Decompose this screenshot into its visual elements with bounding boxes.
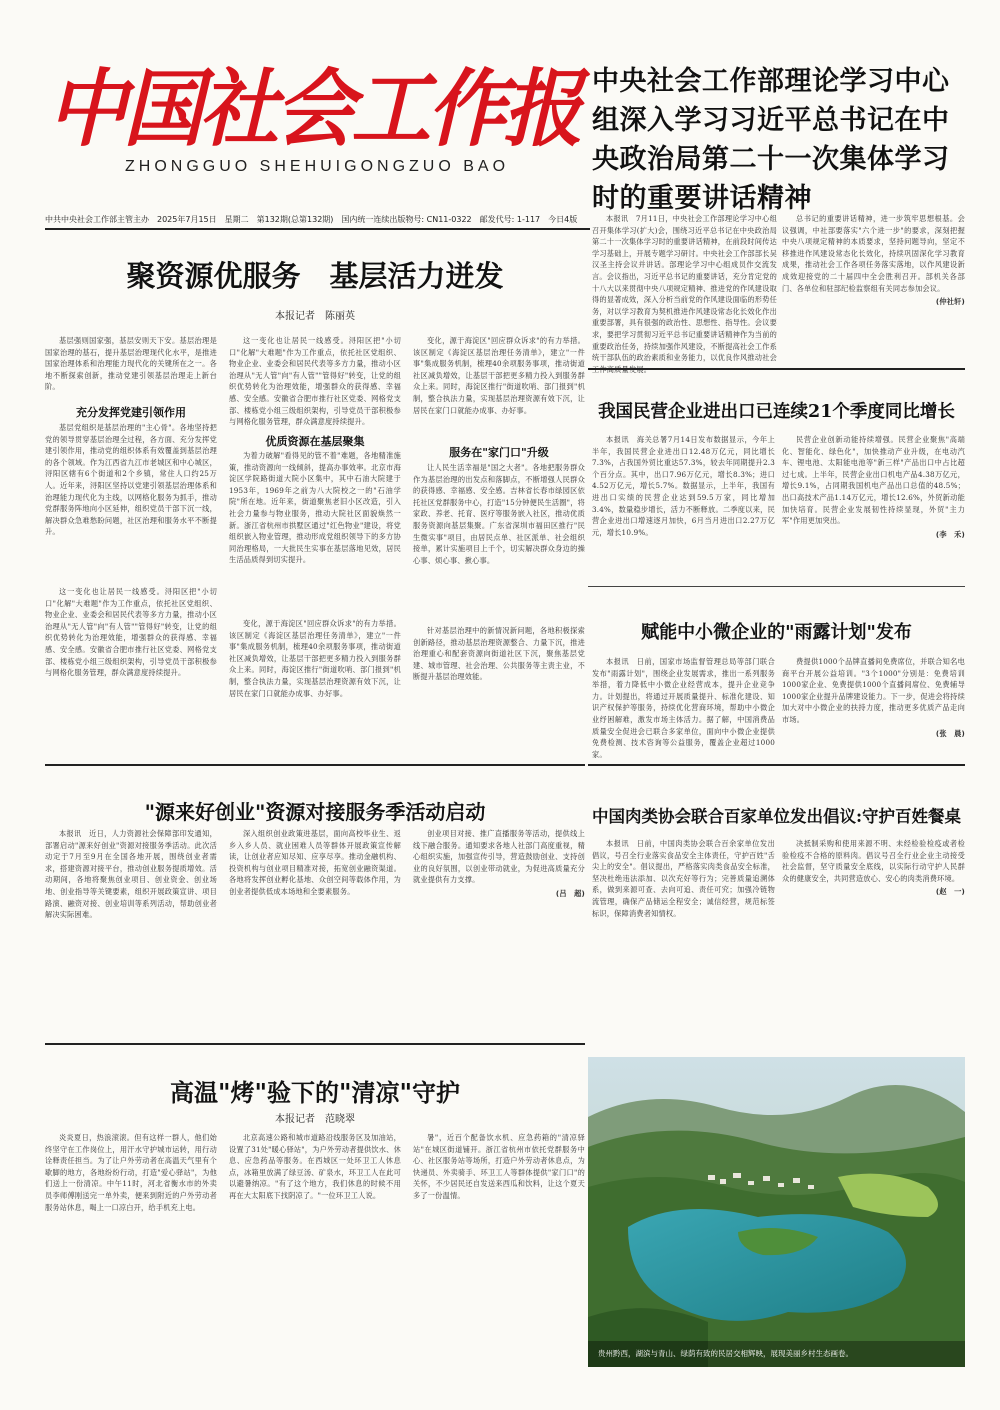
art1-p2: 为着力破解"看得见的管不着"难题，各地精准施策，推动资源向一线倾斜，提高办事效率。北京市海淀区学院路街道大院小区集中，其中石油大院建于1953年，1969年之前为八大院校之一的"石油学院"所在地。近年来，街道聚焦老旧小区改造，引入社会力量参与物业服务，推动大院社区面貌焕然一新。浙江省杭州市拱墅区通过"红色物业"建设，将党组织嵌入物业管理，推动形成党组织领导下的多方协同治理格局，一大批民生实事在基层落地见效，居民生活品质得到切实提升。 — [229, 451, 401, 565]
art5-text-3: 创业项目对接、推广直播服务等活动，提供线上线下融合服务。通知要求各地人社部门高度重视，精心组织实施，加强宣传引导，营造鼓励创业、支持创业的良好氛围，以创业带动就业，为促进高质量充分就业提供有力支撑。 — [413, 829, 585, 885]
photo-caption: 贵州黔西，湖滨与青山、绿荫有致的民居交相辉映，展现美丽乡村生态画卷。 — [588, 1341, 965, 1367]
art1-p3b: 针对基层治理中的新情况新问题，各地积极探索创新路径，推动基层治理资源整合、力量下沉，推进治理重心和配套资源向街道社区下沉，聚焦基层党建、城市管理、社会治理、公共服务等主责主业，不断提升基层治理效能。 — [413, 626, 585, 682]
art2-text-2: 民营企业创新动能持续增强。民营企业聚焦"高端化、智能化、绿色化"，加快推动产业升级，在电动汽车、锂电池、太阳能电池等"新三样"产品出口中占比超过七成。上半年，民营企业出口机电产品4.38万亿元，增长9.1%，占同期我国机电产品出口总值的48.5%；出口高技术产品1.14万亿元，增长12.6%，外贸新动能加快培育。民营企业发展韧性持续显现，外贸"主力军"作用更加突出。 — [782, 435, 965, 526]
art3-author: (张 晨) — [935, 728, 965, 738]
art1-col2c — [229, 618, 401, 756]
art5-col3 — [413, 828, 585, 1028]
art6-col1 — [45, 1132, 217, 1370]
art4-col2 — [782, 838, 965, 1043]
art6-col2 — [229, 1132, 401, 1370]
art2-headline: 我国民营企业进出口已连续21个季度同比增长 — [598, 402, 955, 422]
art1-col2a — [229, 335, 401, 425]
art6-text-2: 北京高速公路和城市道路沿线服务区及加油站，设置了31处"暖心驿站"，为户外劳动者提供饮水、休息、应急药品等服务。在西城区一处环卫工人休息点，冰箱里放满了绿豆汤、矿泉水，环卫工人在此可以避暑纳凉。"有了这个地方，我们休息的时候不用再在大太阳底下找阴凉了。"一位环卫工人说。 — [229, 1133, 401, 1200]
lead-text-1: 本报讯 7月11日，中央社会工作部理论学习中心组召开集体学习(扩大)会，围绕习近平总书记在中央政治局第二十一次集体学习时的重要讲话精神，在前段时间传达学习基础上，开展专题学习研讨。中央社会工作部部长吴汉圣主持会议并讲话。部理论学习中心组成员作交流发言。会议指出，习近平总书记的重要讲话，充分肯定党的十八大以来贯彻中央八项规定精神、推进党的作风建设取得的显著成效，深入分析当前党的作风建设面临的形势任务，对以学习教育为契机推进作风建设常态化长效化作出重要部署，具有很强的政治性、思想性、指导性。会议要求，要把学习贯彻习近平总书记重要讲话精神作为当前的重要政治任务，持续加强作风建设，不断提高社会工作系统干部队伍的政治素质和业务能力，以优良作风推动社会 — [592, 214, 777, 363]
art1-subhead-1: 充分发挥党建引领作用 — [76, 406, 186, 419]
art5-text-1: 本报讯 近日，人力资源社会保障部印发通知，部署启动"源来好创业"资源对接服务季活动。此次活动定于7月至9月在全国各地开展，围绕创业者需求，搭建资源对接平台，推动创业服务提质增效。活动期间，各地将聚焦创业项目、创业资金、创业场地、创业指导等关键要素，组织开展政策宣讲、项目路演、融资对接、创业培训等系列活动，帮助创业者解决实际困难。 — [45, 829, 217, 920]
art2-text-1: 本报讯 海关总署7月14日发布数据显示，今年上半年，我国民营企业进出口12.48万亿元，同比增长7.3%，占我国外贸比重达57.3%，较去年同期提升2.3个百分点。其中，出口7.96万亿元，增长8.3%；进口4.52万亿元，增长5.7%。数据显示，上半年，我国有进出口实绩的民营企业达到59.5万家，同比增加3.4%，数量稳步增长，活力不断释放。二季度以来，民营企业进出口增速逐月加快，6月当月进出口2.27万亿元，增长10.9%。 — [592, 435, 775, 537]
art1-p3: 让人民生活幸福是"国之大者"。各地把服务群众作为基层治理的出发点和落脚点，不断增强人民群众的获得感、幸福感、安全感。吉林省长春市绿园区依托社区党群服务中心，打造"15分钟便民生活圈"，将家政、养老、托育、医疗等服务嵌入社区，推动优质服务资源向基层集聚。广东省深圳市福田区推行"民生微实事"项目，由居民点单、社区派单、社会组织接单，累计实施项目上千个，切实解决群众身边的操心事、烦心事、揪心事。 — [413, 463, 585, 565]
art5-headline: "源来好创业"资源对接服务季活动启动 — [144, 800, 486, 824]
art4-text-1: 本报讯 日前，中国肉类协会联合百余家单位发出倡议，号召全行业落实食品安全主体责任，守护百姓"舌尖上的安全"。倡议提出，严格落实肉类食品安全标准，坚决杜绝违法添加、以次充好等行为；完善质量追溯体系，做到来源可查、去向可追、责任可究；加强冷链物流管理，确保产品储运全程安全；诚信经营，规范标签标识，保障消费者知情权。 — [592, 839, 775, 918]
art6-headline: 高温"烤"验下的"清凉"守护 — [169, 1078, 460, 1107]
art2-col1 — [592, 434, 775, 579]
art4-col1 — [592, 838, 775, 1043]
art3-headline: 赋能中小微企业的"雨露计划"发布 — [641, 622, 912, 643]
art1-intro-text: 基层强则国家强，基层安则天下安。基层治理是国家治理的基石，提升基层治理现代化水平，是推进国家治理体系和治理能力现代化的关键所在之一。各地不断探索创新，推动党建引领基层治理走上新台阶。 — [45, 336, 217, 392]
lead-text-2: 总书记的重要讲话精神，进一步筑牢思想根基。会议强调，中社部要落实"六个进一步"的要求，深刻把握中央八项规定精神的本质要求，坚持问题导向，坚定不移推进作风建设常态化长效化，持续巩固深化学习教育成果，推动社会工作各项任务落实落地，以作风建设新成效迎接党的二十届四中全会胜利召开。部机关各部门、各单位和驻部纪检监察组有关同志参加会议。 — [782, 214, 965, 293]
masthead-title: 中国社会工作报 — [47, 59, 591, 158]
lead-body-col1 — [592, 213, 777, 365]
lead-headline: 中央社会工作部理论学习中心组深入学习习近平总书记在中央政治局第二十一次集体学习时的重要讲话精神 — [592, 66, 950, 214]
art1-col1b — [45, 586, 217, 756]
art1-p1b: 这一变化也让居民一线感受。浔阳区把"小切口"化解"大难题"作为工作重点，依托社区党组织、物业企业、业委会和居民代表等多方力量，推动小区治理从"无人管"向"有人管""管得好"转变，让党的组织优势转化为治理效能，增强群众的获得感、幸福感、安全感。安徽省合肥市推行社区党委、网格党支部、楼栋党小组三级组织架构，引导党员干部积极参与网格化服务管理，群众满意度持续提升。 — [45, 587, 217, 678]
masthead-pinyin: ZHONGGUO SHEHUIGONGZUO BAO — [125, 158, 510, 175]
art1-p2b: 变化，源于海淀区"回应群众诉求"的有力举措。该区制定《海淀区基层治理任务清单》，建立"一件事"集成服务机制，梳理40余项服务事项，推动街道社区减负增效，让基层干部把更多精力投入到服务群众上来。同时，海淀区推行"街道吹哨、部门报到"机制，整合执法力量，实现基层治理资源有效下沉，让居民在家门口就能办成事、办好事。 — [229, 619, 401, 698]
art6-byline: 本报记者 范晓翠 — [275, 1114, 355, 1125]
art1-subhead-2: 优质资源在基层聚集 — [265, 435, 365, 448]
art3-col2 — [782, 656, 965, 796]
art1-col3c — [413, 625, 585, 756]
rule-art5 — [45, 1043, 585, 1045]
art6-col3 — [413, 1132, 585, 1370]
art3-text-1: 本报讯 日前，国家市场监督管理总局等部门联合发布"雨露计划"，围绕企业发展需求，推出一系列服务举措，着力降低中小微企业经营成本，提升企业竞争力。计划提出，将通过开展质量提升、标准化建设、知识产权保护等服务，持续优化营商环境，帮助中小微企业纾困解难，激发市场主体活力。据了解，中国消费品质量安全促进会已联合多家单位，面向中小微企业提供免费检测、技术咨询等公益服务，覆盖企业超过1000家。 — [592, 657, 775, 759]
art1-subhead-3: 服务在"家门口"升级 — [449, 446, 549, 459]
art3-col1 — [592, 656, 775, 796]
top-rule — [45, 228, 590, 230]
art1-col3a — [413, 335, 585, 435]
art2-author: (李 禾) — [935, 529, 965, 539]
art1-p2b-cont: 变化，源于海淀区"回应群众诉求"的有力举措。该区制定《海淀区基层治理任务清单》，建立"一件事"集成服务机制，梳理40余项服务事项，推动街道社区减负增效，让基层干部把更多精力投入到服务群众上来。同时，海淀区推行"街道吹哨、部门报到"机制，整合执法力量，实现基层治理资源有效下沉，让居民在家门口就能办成事、办好事。 — [413, 336, 585, 415]
art4-text-2: 决抵制采购和使用来源不明、未经检验检疫或者检验检疫不合格的原料肉。倡议号召全行业企业主动接受社会监督，坚守质量安全底线，以实际行动守护人民群众的健康安全，共同营造放心、安心的肉类消费环境。 — [782, 839, 965, 883]
rule-art2 — [588, 586, 965, 587]
lead-body-col2 — [782, 213, 965, 365]
art5-col2 — [229, 828, 401, 1028]
rule-art1 — [45, 764, 585, 766]
art1-headline: 聚资源优服务 基层活力迸发 — [126, 259, 504, 293]
landscape-photo — [588, 1057, 965, 1367]
lake-village-photo — [588, 1057, 965, 1367]
art1-p1a: 基层党组织是基层治理的"主心骨"。各地坚持把党的领导贯穿基层治理全过程，各方面、充分发挥党建引领作用，推动党的组织体系有效覆盖到基层治理的各个领域。作为江西省九江市老城区和中心城区，浔阳区辖有6个街道和2个乡镇，常住人口约25万人。近年来，浔阳区坚持以党建引领基层治理体系和治理能力现代化为主线，以网格化服务为抓手，推动党群服务阵地向小区延伸，组织党员干部下沉一线，解决群众急难愁盼问题，社区治理和服务水平不断提升。 — [45, 423, 217, 537]
art2-col2 — [782, 434, 965, 579]
rule-lead — [588, 368, 965, 370]
art4-author: (赵 一) — [935, 887, 965, 897]
art5-col1 — [45, 828, 217, 1028]
art5-author: (吕 超) — [555, 888, 585, 898]
lead-author: (仲社轩) — [935, 297, 965, 307]
art4-headline: 中国肉类协会联合百家单位发出倡议:守护百姓餐桌 — [591, 807, 962, 826]
art6-text-1: 炎炎夏日，热浪滚滚。但有这样一群人，他们始终坚守在工作岗位上，用汗水守护城市运转，用行动诠释责任担当。为了让户外劳动者在高温天气里有个歇脚的地方，各地纷纷行动，打造"爱心驿站"，为他们送上一份清凉。中午11时，河北省衡水市的外卖员李师傅刚送完一单外卖，便来到附近的户外劳动者服务站休息，喝上一口凉白开，给手机充上电。 — [45, 1133, 217, 1212]
art1-byline: 本报记者 陈丽英 — [275, 311, 355, 322]
masthead — [45, 52, 591, 182]
art1-col3b — [413, 462, 585, 622]
art5-text-2: 深入组织创业政策进基层，面向高校毕业生、返乡入乡人员、就业困难人员等群体开展政策宣传解读，让创业者应知尽知、应享尽享。推动金融机构、投资机构与创业项目精准对接，拓宽创业融资渠道。各地将发挥创业孵化基地、众创空间等载体作用，为创业者提供低成本场地和全要素服务。 — [229, 829, 401, 896]
art1-col2b — [229, 450, 401, 615]
masthead-logo — [45, 52, 591, 158]
issue-info: 中共中央社会工作部主管主办 2025年7月15日 星期二 第132期(总第132期) 国内统一连续出版物号: CN11-0322 邮发代号: 1-117 今日4版 — [45, 215, 578, 224]
art1-col1a — [45, 422, 217, 582]
art1-intro — [45, 335, 217, 415]
art6-text-3: 暑"，近百个配备饮水机、应急药箱的"清凉驿站"在城区街道铺开。浙江省杭州市依托党群服务中心、社区服务站等场所，打造户外劳动者休息点，为快递员、外卖骑手、环卫工人等群体提供"家门口"的关怀，不少居民还自发送来西瓜和饮料，让这个夏天多了一份温情。 — [413, 1133, 585, 1200]
rule-art3 — [588, 764, 965, 766]
art1-p1b-cont: 这一变化也让居民一线感受。浔阳区把"小切口"化解"大难题"作为工作重点，依托社区党组织、物业企业、业委会和居民代表等多方力量，推动小区治理从"无人管"向"有人管""管得好"转变，让党的组织优势转化为治理效能，增强群众的获得感、幸福感、安全感。安徽省合肥市推行社区党委、网格党支部、楼栋党小组三级组织架构，引导党员干部积极参与网格化服务管理，群众满意度持续提升。 — [229, 336, 401, 427]
art3-text-2: 费提供1000个品牌直播间免费席位，并联合知名电商平台开展公益培训。"3个1000"分别是：免费培训1000家企业、免费提供1000个直播间席位、免费辅导1000家企业提升品牌建设能力。下一步，促进会将持续加大对中小微企业的扶持力度，推动更多优质产品走向市场。 — [782, 657, 965, 724]
